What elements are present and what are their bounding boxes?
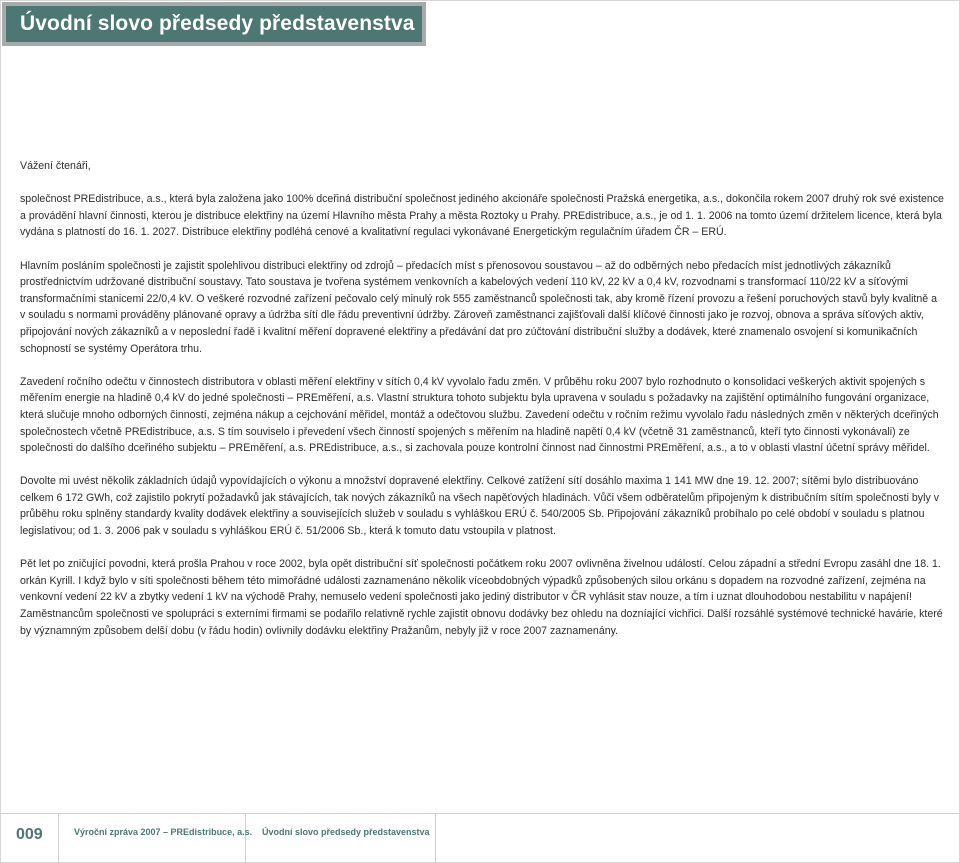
paragraph: Pět let po zničující povodni, která prošla Prahou v roce 2002, byla opět distribuční síť společnosti počátkem roku 2007 ovlivněna živelnou událostí. Celou západní a střední Evropu zasáhl dne 18. 1. orkán Kyrill. I když bylo v síti společnosti během této mimořádné události zaznamenáno několik víceobdobných výpadků způsobených silou orkánu s dopadem na rozvodné zařízení, zejména na venkovní vedení 22 kV a zbytky vedení 1 kV na východě Prahy, nemuselo vedení společnosti jako jediný distributor v ČR vyhlásit stav nouze, a tím i uznat dlouhodobou nestabilitu v napájení! Zaměstnancům společnosti ve spolupráci s externími firmami se podařilo relativně rychle zajistit obnovu dodávky bez ohledu na dozníající vichřici. Další rozsáhlé systémové technické havárie, které by významným způsobem delší dobu (v řádu hodin) ovlivnily dodávku elektřiny Pražanům, nebyly již v roce 2007 zaznamenány. — [20, 558, 943, 637]
section-label: Úvodní slovo předsedy představenstva — [262, 827, 430, 837]
footer-separator — [245, 813, 246, 863]
title-banner — [6, 6, 422, 42]
footer-separator — [435, 813, 436, 863]
paragraph: Dovolte mi uvést několik základních údajů vypovídajících o výkonu a množství dopravené elektřiny. Celkové zatížení sítí dosáhlo maxima 1 141 MW dne 19. 12. 2007; sítěmi bylo distribuováno celkem 6 172 GWh, což zajistilo pokrytí požadavků jak stávajících, tak nových zákazníků na všech napěťových hladinách. Vůči všem odběratelům připojeným k distribučním sítím společnosti byly v průběhu roku splněny standardy kvality dodávek elektřiny a souvisejících služeb v souladu s vyhláškou ERÚ č. 540/2005 Sb. Připojování zákazníků probíhalo po celé období v souladu s platnou legislativou; od 1. 3. 2006 pak v souladu s vyhláškou ERÚ č. 51/2006 Sb., která k tomuto datu vstoupila v platnost. — [20, 475, 939, 538]
paragraph: Zavedení ročního odečtu v činnostech distributora v oblasti měření elektřiny v sítích 0,4 kV vyvolalo řadu změn. V průběhu roku 2007 bylo rozhodnuto o konsolidaci veškerých aktivit spojených s měřením energie na hladině 0,4 kV do jedné společnosti – PREměření, a.s. Vlastní struktura tohoto subjektu byla upravena v souladu s požadavky na zajištění optimálního fungování organizace, která slučuje mnoho odborných činností, zejména nákup a cejchování měřidel, montáž a odečtovou službu. Zavedení odečtu v ročním režimu vyvolalo řadu následných změn v některých dceřiných společnostech včetně PREdistribuce, a.s. S tím souviselo i převedení všech činností spojených s měřením na hladině napětí 0,4 kV (včetně 31 zaměstnanců, kteří tyto činnosti vykonávali) ze společnosti do dalšího dceřiného subjektu – PREměření, a.s. PREdistribuce, a.s., si zachovala pouze kontrolní činnost nad činnostmi PREměření, a.s., a to v oblasti vlastní účetní správy měřidel. — [20, 375, 939, 455]
greeting: Vážení čtenáři, — [20, 160, 91, 172]
paragraph: společnost PREdistribuce, a.s., která byla založena jako 100% dceřiná distribuční společnost jediného akcionáře společnosti Pražská energetika, a.s., dokončila rokem 2007 druhý rok své existence a provádění hlavní činnosti, kterou je distribuce elektřiny na území Hlavního města Prahy a města Roztoky u Prahy. PREdistribuce, a.s., je od 1. 1. 2006 na tomto území držitelem licence, která byla vydána s platností do 16. 1. 2027. Distribuce elektřiny podléhá cenové a kvalitativní regulaci vykonávané Energetickým regulačním úřadem ČR – ERÚ. — [20, 193, 944, 239]
report-label: Výroční zpráva 2007 – PREdistribuce, a.s. — [74, 827, 253, 837]
footer-divider — [0, 813, 960, 814]
title-box — [2, 2, 426, 46]
page-footer — [0, 813, 960, 863]
page-title: Úvodní slovo předsedy představenstva — [20, 12, 415, 35]
page-number: 009 — [16, 826, 43, 843]
article-body — [20, 158, 944, 656]
paragraph: Hlavním posláním společnosti je zajistit spolehlivou distribuci elektřiny od zdrojů – předacích míst s přenosovou soustavou – až do odběrných nebo předacích míst jednotlivých zákazníků prostřednictvím udržované distribuční soustavy. Tato soustava je tvořena systémem venkovních a kabelových vedení 110 kV, 22 kV a 0,4 kV, rozvodnami s transformací 110/22 kV a síťovými transformačními stanicemi 22/0,4 kV. O veškeré rozvodné zařízení pečovalo celý minulý rok 555 zaměstnanců společnosti tak, aby kromě řízení provozu a řešení poruchových stavů byly kvalitně a v souladu s normami prováděny plánované opravy a údržba sítí dle řádu preventivní údržby. Zároveň zaměstnanci zajišťovali další klíčové činnosti jako je rozvoj, obnova a správa síťových aktiv, připojování nových zákazníků a v neposlední řadě i kvalitní měření dopravené elektřiny a předávání dat pro zúčtování distribuční služby a dodávek, které znamenalo osvojení si komunikačních schopností se systémy Operátora trhu. — [20, 259, 937, 355]
footer-separator — [58, 813, 59, 863]
